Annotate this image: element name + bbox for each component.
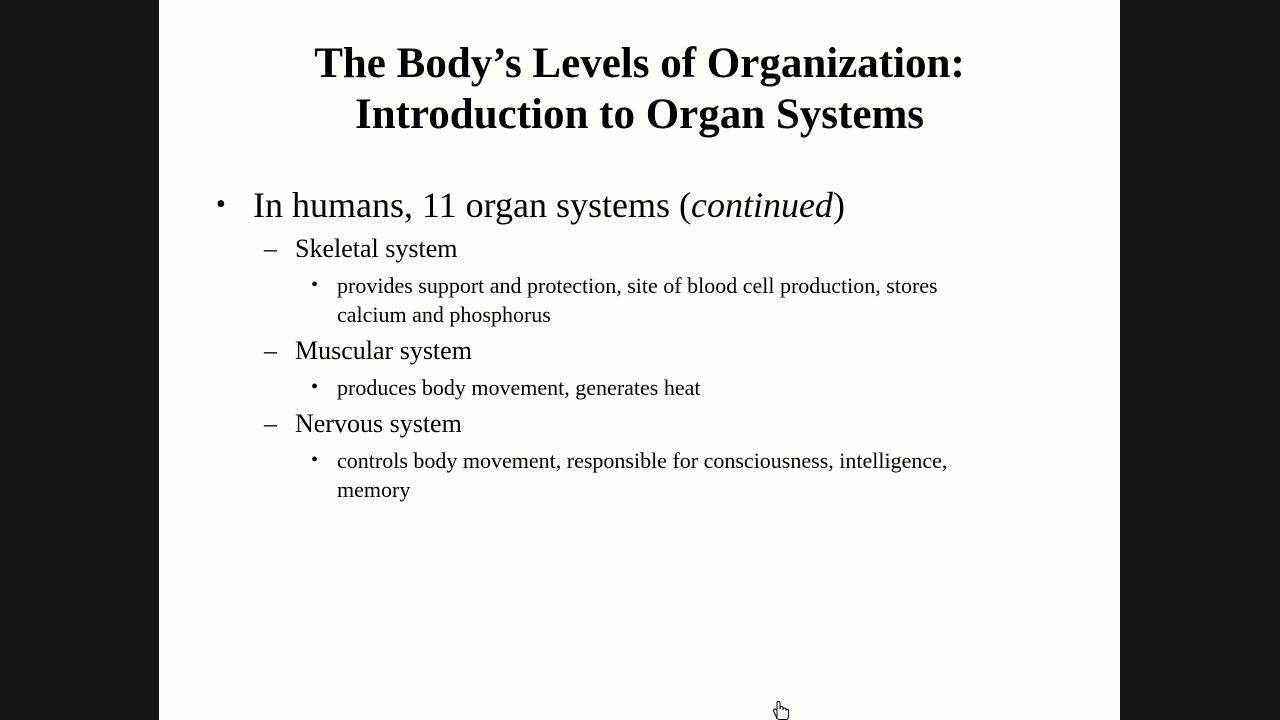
dash-marker: –	[264, 409, 277, 438]
slide-title-line-2: Introduction to Organ Systems	[355, 91, 924, 138]
bullet-marker: •	[311, 274, 319, 296]
sub-bullet-label: Nervous system	[295, 409, 462, 438]
detail-text: controls body movement, responsible for consciousness, intelligence, memory	[337, 448, 948, 502]
main-bullet-text-start: In humans, 11 organ systems (	[253, 185, 691, 225]
detail-bullet-nervous-system	[311, 446, 1011, 504]
sub-bullet-label: Muscular system	[295, 336, 472, 365]
detail-bullet-skeletal-system	[311, 271, 1011, 329]
main-bullet-text	[253, 183, 845, 227]
slide[interactable]	[159, 0, 1120, 720]
slide-title-line-1: The Body’s Levels of Organization:	[314, 40, 965, 87]
detail-bullet-muscular-system	[311, 373, 1011, 402]
dash-marker: –	[264, 336, 277, 365]
detail-text: produces body movement, generates heat	[337, 375, 701, 400]
bullet-marker: •	[216, 189, 226, 220]
bullet-marker: •	[311, 449, 319, 471]
detail-text: provides support and protection, site of blood cell production, stores calcium and phosphorus	[337, 273, 938, 327]
bullet-marker: •	[311, 376, 319, 398]
dash-marker: –	[264, 234, 277, 263]
slide-title	[159, 38, 1120, 140]
main-bullet-text-end: )	[832, 185, 845, 225]
main-bullet-text-italic: continued	[690, 185, 833, 225]
hand-pointer-icon	[770, 701, 792, 720]
sub-bullet-label: Skeletal system	[295, 234, 458, 263]
